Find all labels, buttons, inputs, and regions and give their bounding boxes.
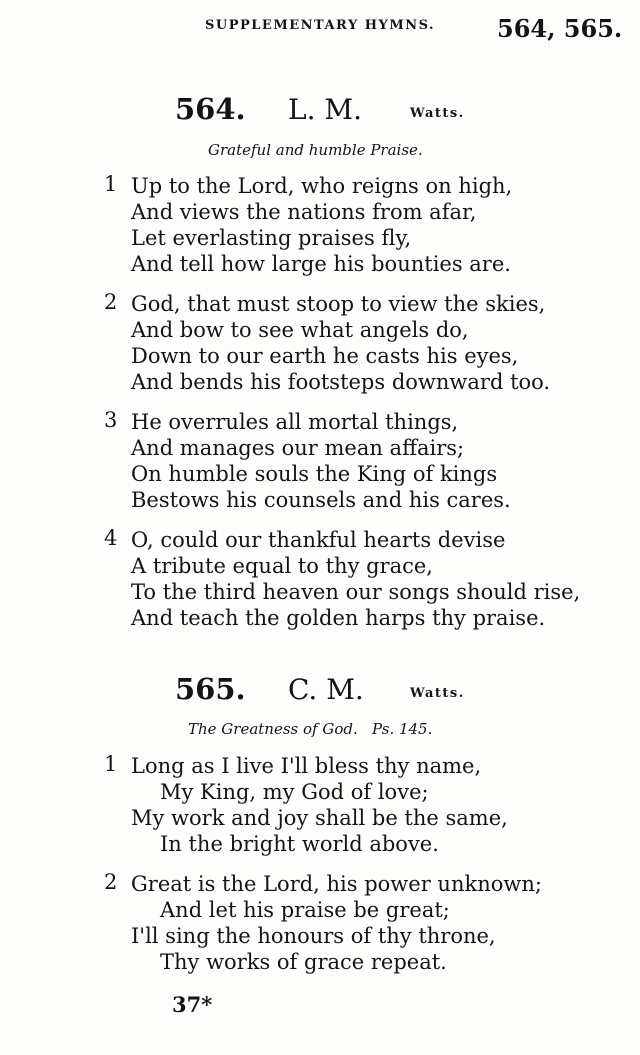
- hymn-subtitle: The Greatness of God. Ps. 145.: [188, 720, 433, 738]
- verse-line: Long as I live I'll bless thy name,: [131, 754, 482, 778]
- verse-line: In the bright world above.: [160, 832, 439, 856]
- hymn-author: Watts.: [410, 106, 465, 121]
- verse-line: And bends his footsteps downward too.: [131, 370, 551, 394]
- page-numbers: 564, 565.: [497, 14, 623, 43]
- signature-mark: 37*: [172, 992, 213, 1017]
- verse-line: My King, my God of love;: [160, 780, 429, 804]
- verse-line: He overrules all mortal things,: [131, 410, 459, 434]
- verse-line: Bestows his counsels and his cares.: [131, 488, 511, 512]
- running-head: SUPPLEMENTARY HYMNS.: [205, 18, 436, 33]
- hymn-meter: C. M.: [288, 673, 364, 706]
- hymn-subtitle: Grateful and humble Praise.: [208, 141, 423, 159]
- verse-line: And teach the golden harps thy praise.: [131, 606, 546, 630]
- verse-line: And let his praise be great;: [160, 898, 450, 922]
- verse-line: Up to the Lord, who reigns on high,: [131, 174, 513, 198]
- verse-line: God, that must stoop to view the skies,: [131, 292, 546, 316]
- stanza-number: 2: [104, 870, 118, 894]
- verse-line: O, could our thankful hearts devise: [131, 528, 506, 552]
- verse-line: And manages our mean affairs;: [131, 436, 465, 460]
- stanza-number: 4: [104, 526, 118, 550]
- verse-line: Down to our earth he casts his eyes,: [131, 344, 519, 368]
- hymn-author: Watts.: [410, 686, 465, 701]
- verse-line: A tribute equal to thy grace,: [131, 554, 433, 578]
- verse-line: Great is the Lord, his power unknown;: [131, 872, 542, 896]
- verse-line: And tell how large his bounties are.: [131, 252, 511, 276]
- verse-line: I'll sing the honours of thy throne,: [131, 924, 496, 948]
- hymn-number: 564.: [175, 92, 246, 126]
- stanza-number: 3: [104, 408, 118, 432]
- verse-line: Let everlasting praises fly,: [131, 226, 412, 250]
- hymn-number: 565.: [175, 672, 246, 706]
- verse-line: On humble souls the King of kings: [131, 462, 498, 486]
- hymn-meter: L. M.: [288, 93, 362, 126]
- stanza-number: 2: [104, 290, 118, 314]
- verse-line: To the third heaven our songs should rise,: [131, 580, 581, 604]
- verse-line: My work and joy shall be the same,: [131, 806, 508, 830]
- stanza-number: 1: [104, 752, 118, 776]
- verse-line: And views the nations from afar,: [131, 200, 477, 224]
- stanza-number: 1: [104, 172, 118, 196]
- verse-line: And bow to see what angels do,: [131, 318, 469, 342]
- verse-line: Thy works of grace repeat.: [160, 950, 447, 974]
